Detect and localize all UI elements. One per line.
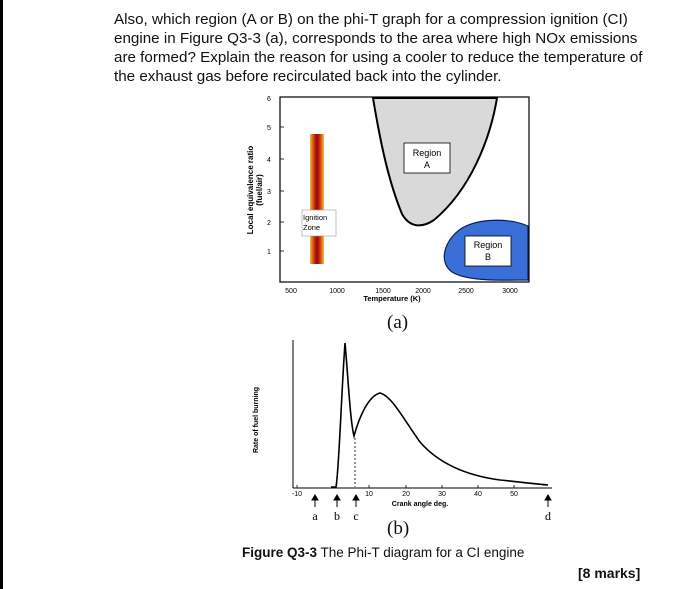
marker-b: b	[334, 509, 340, 523]
ignition-zone-bar	[310, 134, 324, 264]
region-b-label-line1: Region	[473, 240, 503, 250]
marker-c: c	[353, 509, 359, 523]
figure-caption	[242, 545, 524, 560]
plot-a-ylabel-line1: Local equivalence ratio	[246, 145, 255, 235]
figure-caption-label: Figure Q3-3	[242, 545, 318, 560]
marker-a: a	[312, 509, 318, 523]
ignition-zone-label-line2: Zone	[303, 223, 321, 232]
y-tick-4: 4	[267, 157, 271, 164]
plot-a-xlabel: Temperature (K)	[363, 294, 421, 303]
y-tick-2: 2	[267, 220, 271, 227]
plot-a-ylabel-line2: (fuel/air)	[255, 174, 264, 206]
marks-label: [8 marks]	[578, 565, 641, 581]
question-paragraph: Also, which region (A or B) on the phi-T graph for a compression ignition (CI) engine in Figure Q3-3 (a), corresponds to the area where high NOx emissions are formed? Explain the reason for using a cooler to reduce the temperature of the exhaust gas before recirculated back into the cylinder.	[114, 11, 643, 85]
plot-b-x-ticks	[292, 491, 518, 498]
plot-a-y-ticks	[267, 96, 271, 256]
x-tick-3000: 3000	[502, 288, 518, 295]
figure-b-burning-rate	[253, 340, 552, 523]
figure-b-sublabel: (b)	[387, 518, 410, 539]
x-tick-50: 50	[510, 491, 518, 498]
x-tick-2000: 2000	[415, 288, 431, 295]
x-tick-1000: 1000	[329, 288, 345, 295]
x-tick-20: 20	[402, 491, 410, 498]
marker-labels	[312, 509, 551, 523]
figure-a-phi-t-diagram	[246, 96, 529, 303]
y-tick-5: 5	[267, 125, 271, 132]
plot-b-xlabel: Crank angle deg.	[391, 501, 449, 508]
x-tick-10: 10	[365, 491, 373, 498]
region-b-label-line2: B	[484, 252, 492, 262]
y-tick-6: 6	[267, 96, 271, 103]
plot-b-ylabel-group	[253, 387, 260, 453]
marker-d: d	[545, 509, 551, 523]
region-a-label-line1: Region	[412, 148, 442, 158]
figure-caption-text: The Phi-T diagram for a CI engine	[317, 545, 525, 560]
x-tick-500: 500	[285, 288, 297, 295]
x-tick-30: 30	[438, 491, 446, 498]
plot-a-ylabel	[246, 146, 264, 235]
x-tick-1500: 1500	[375, 288, 391, 295]
ignition-zone-label-line1: Ignition	[303, 213, 328, 222]
plot-b-ylabel: Rate of fuel burning	[253, 386, 260, 454]
region-a-label-line2: A	[423, 160, 431, 170]
x-tick-neg10: -10	[291, 491, 303, 498]
burning-rate-curve	[331, 343, 548, 487]
x-tick-2500: 2500	[458, 288, 474, 295]
x-tick-40: 40	[474, 491, 482, 498]
y-tick-3: 3	[267, 189, 271, 196]
y-tick-1: 1	[267, 249, 271, 256]
figure-a-sublabel: (a)	[387, 312, 409, 333]
